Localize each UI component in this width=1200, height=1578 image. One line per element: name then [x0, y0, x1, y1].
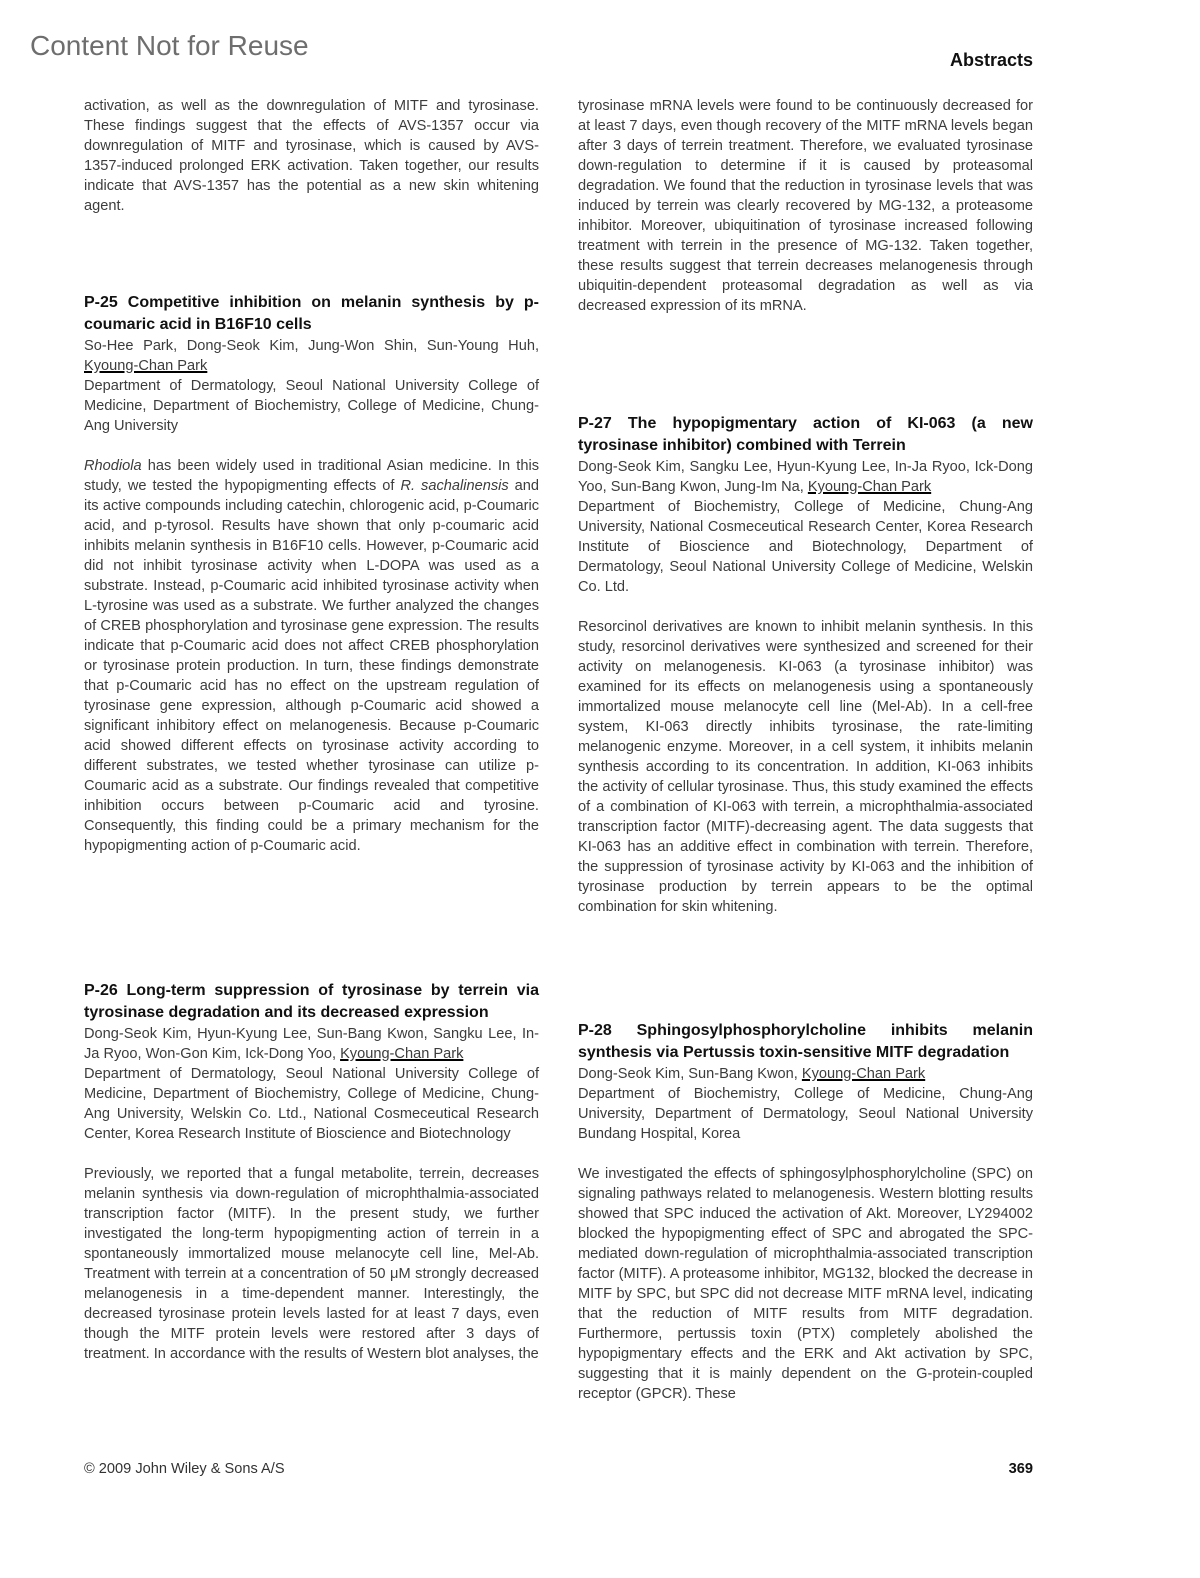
affiliation: Department of Dermatology, Seoul National University College of Medicine, Department of Biochemistry, College of Medicine, Chung-Ang University, Welskin Co. Ltd., National Cosmeceutical Research Center, Korea Research Institute of Bioscience and Biotechnology — [84, 1066, 539, 1142]
affiliation: Department of Dermatology, Seoul National University College of Medicine, Department of Biochemistry, College of Medicine, Chung-Ang University — [84, 378, 539, 434]
author-list: Dong-Seok Kim, Sun-Bang Kwon, — [578, 1066, 802, 1082]
affiliation: Department of Biochemistry, College of Medicine, Chung-Ang University, Department of Dermatology, Seoul National University Bundang Hospital, Korea — [578, 1086, 1033, 1142]
presenter: Kyoung-Chan Park — [801, 1066, 926, 1082]
abstract-p25 — [84, 292, 539, 856]
author-list: Dong-Seok Kim, Hyun-Kyung Lee, Sun-Bang Kwon, Sangku Lee, In-Ja Ryoo, Won-Gon Kim, Ick-Dong Yoo, — [84, 1026, 539, 1062]
presenter: Kyoung-Chan Park — [340, 1046, 464, 1062]
body-text: and its active compounds including catechin, chlorogenic acid, p-Coumaric acid, and p-tyrosol. Results have shown that only p-coumaric acid inhibits melanin synthesis in B16F10 cells. However, p-Coumaric acid did not inhibit tyrosinase activity when L-DOPA was used as a substrate. Instead, p-Coumaric acid inhibited tyrosinase activity when L-tyrosine was used as a substrate. We further analyzed the changes of CREB phosphorylation and tyrosinase gene expression. The results indicate that p-Coumaric acid does not affect CREB phosphorylation or tyrosinase protein production. In turn, these findings demonstrate that p-Coumaric acid has no effect on the upstream regulation of tyrosinase gene expression, although p-Coumaric acid showed a significant inhibitory effect on melanogenesis. Because p-Coumaric acid showed different effects on tyrosinase activity according to different substrates, we tested whether tyrosinase can utilize p-Coumaric acid as a substrate. Our findings revealed that competitive inhibition occurs between p-Coumaric acid and tyrosine. Consequently, this finding could be a primary mechanism for the hypopigmenting action of p-Coumaric acid. — [84, 478, 539, 854]
abstract-p27 — [578, 413, 1033, 917]
abstract-title: P-27 The hypopigmentary action of KI-063 (a new tyrosinase inhibitor) combined with Terrein — [578, 415, 1033, 454]
abstract-body — [84, 456, 539, 856]
abstract-body: Resorcinol derivatives are known to inhibit melanin synthesis. In this study, resorcinol derivatives were synthesized and screened for their activity on melanogenesis. KI-063 (a tyrosinase inhibitor) was examined for its effects on melanogenesis using a spontaneously immortalized mouse melanocyte cell line (Mel-Ab). In a cell-free system, KI-063 directly inhibits tyrosinase, the rate-limiting melanogenic enzyme. Moreover, in a cell system, it inhibits melanin synthesis according to its concentration. In addition, KI-063 inhibits the activity of cellular tyrosinase. Thus, this study examined the effects of a combination of KI-063 with terrein, a microphthalmia-associated transcription factor (MITF)-decreasing agent. The data suggests that KI-063 has an additive effect in combination with terrein. Therefore, the suppression of tyrosinase activity by KI-063 and the inhibition of tyrosinase production by terrein appears to be the optimal combination for skin whitening. — [578, 619, 1033, 915]
abstract-title: P-26 Long-term suppression of tyrosinase by terrein via tyrosinase degradation and its decreased expression — [84, 982, 539, 1021]
abstract-p28 — [578, 1020, 1033, 1404]
presenter: Kyoung-Chan Park — [84, 358, 208, 374]
abstract-title: P-25 Competitive inhibition on melanin synthesis by p-coumaric acid in B16F10 cells — [84, 294, 539, 333]
right-column-continued — [578, 96, 1033, 316]
left-column-continued — [84, 96, 539, 216]
paragraph: activation, as well as the downregulation of MITF and tyrosinase. These findings suggest that the effects of AVS-1357 occur via downregulation of MITF and tyrosinase, which is caused by AVS-1357-induced prolonged ERK activation. Taken together, our results indicate that AVS-1357 has the potential as a new skin whitening agent. — [84, 98, 539, 214]
italic-term: R. sachalinensis — [400, 478, 509, 494]
affiliation: Department of Biochemistry, College of Medicine, Chung-Ang University, National Cosmeceutical Research Center, Korea Research Institute of Bioscience and Biotechnology, Department of Dermatology, Seoul National University College of Medicine, Welskin Co. Ltd. — [578, 499, 1033, 595]
abstract-body: We investigated the effects of sphingosylphosphorylcholine (SPC) on signaling pathways related to melanogenesis. Western blotting results showed that SPC induced the activation of Akt. Moreover, LY294002 blocked the hypopigmenting effect of SPC and abrogated the SPC-mediated down-regulation of microphthalmia-associated transcription factor (MITF). A proteasome inhibitor, MG132, blocked the decrease in MITF by SPC, but SPC did not decrease MITF mRNA level, indicating that the reduction of MITF results from MITF degradation. Furthermore, pertussis toxin (PTX) completely abolished the hypopigmentary effects and the ERK and Akt activation by SPC, suggesting that it is mainly dependent on the G-protein-coupled receptor (GPCR). These — [578, 1166, 1033, 1402]
page-number: 369 — [1008, 1461, 1033, 1477]
abstract-body: Previously, we reported that a fungal metabolite, terrein, decreases melanin synthesis via down-regulation of microphthalmia-associated transcription factor (MITF). In the present study, we further investigated the long-term hypopigmenting action of terrein in a spontaneously immortalized mouse melanocyte cell line, Mel-Ab. Treatment with terrein at a concentration of 50 μM strongly decreased melanogenesis in a time-dependent manner. Interestingly, the decreased tyrosinase protein levels lasted for at least 7 days, even though the MITF protein levels were restored after 3 days of treatment. In accordance with the results of Western blot analyses, the — [84, 1166, 539, 1362]
paragraph: tyrosinase mRNA levels were found to be continuously decreased for at least 7 days, even though recovery of the MITF mRNA levels began after 3 days of terrein treatment. Therefore, we evaluated tyrosinase down-regulation to determine if it is caused by proteasomal degradation. We found that the reduction in tyrosinase levels that was induced by terrein was clearly recovered by MG-132, a proteasome inhibitor. Moreover, ubiquitination of tyrosinase increased following treatment with terrein in the presence of MG-132. Taken together, these results suggest that terrein decreases melanogenesis through ubiquitin-dependent proteasomal degradation as well as via decreased expression of its mRNA. — [578, 98, 1033, 314]
copyright: © 2009 John Wiley & Sons A/S — [84, 1461, 285, 1477]
italic-term: Rhodiola — [84, 458, 142, 474]
authors — [84, 336, 539, 376]
authors — [84, 1024, 539, 1064]
author-list: Dong-Seok Kim, Sangku Lee, Hyun-Kyung Lee, In-Ja Ryoo, Ick-Dong Yoo, Sun-Bang Kwon, Jung-Im Na, — [578, 459, 1033, 495]
section-header: Abstracts — [949, 50, 1033, 70]
abstract-title: P-28 Sphingosylphosphorylcholine inhibits melanin synthesis via Pertussis toxin-sensitive MITF degradation — [578, 1022, 1033, 1061]
authors — [578, 457, 1033, 497]
presenter: Kyoung-Chan Park — [807, 479, 932, 495]
author-list: So-Hee Park, Dong-Seok Kim, Jung-Won Shin, Sun-Young Huh, — [84, 338, 539, 354]
watermark: Content Not for Reuse — [30, 30, 309, 61]
body-text: has been widely used in traditional Asian medicine. In this study, we tested the hypopigmenting effects of — [84, 458, 539, 494]
authors — [578, 1064, 1033, 1084]
abstract-p26 — [84, 980, 539, 1364]
